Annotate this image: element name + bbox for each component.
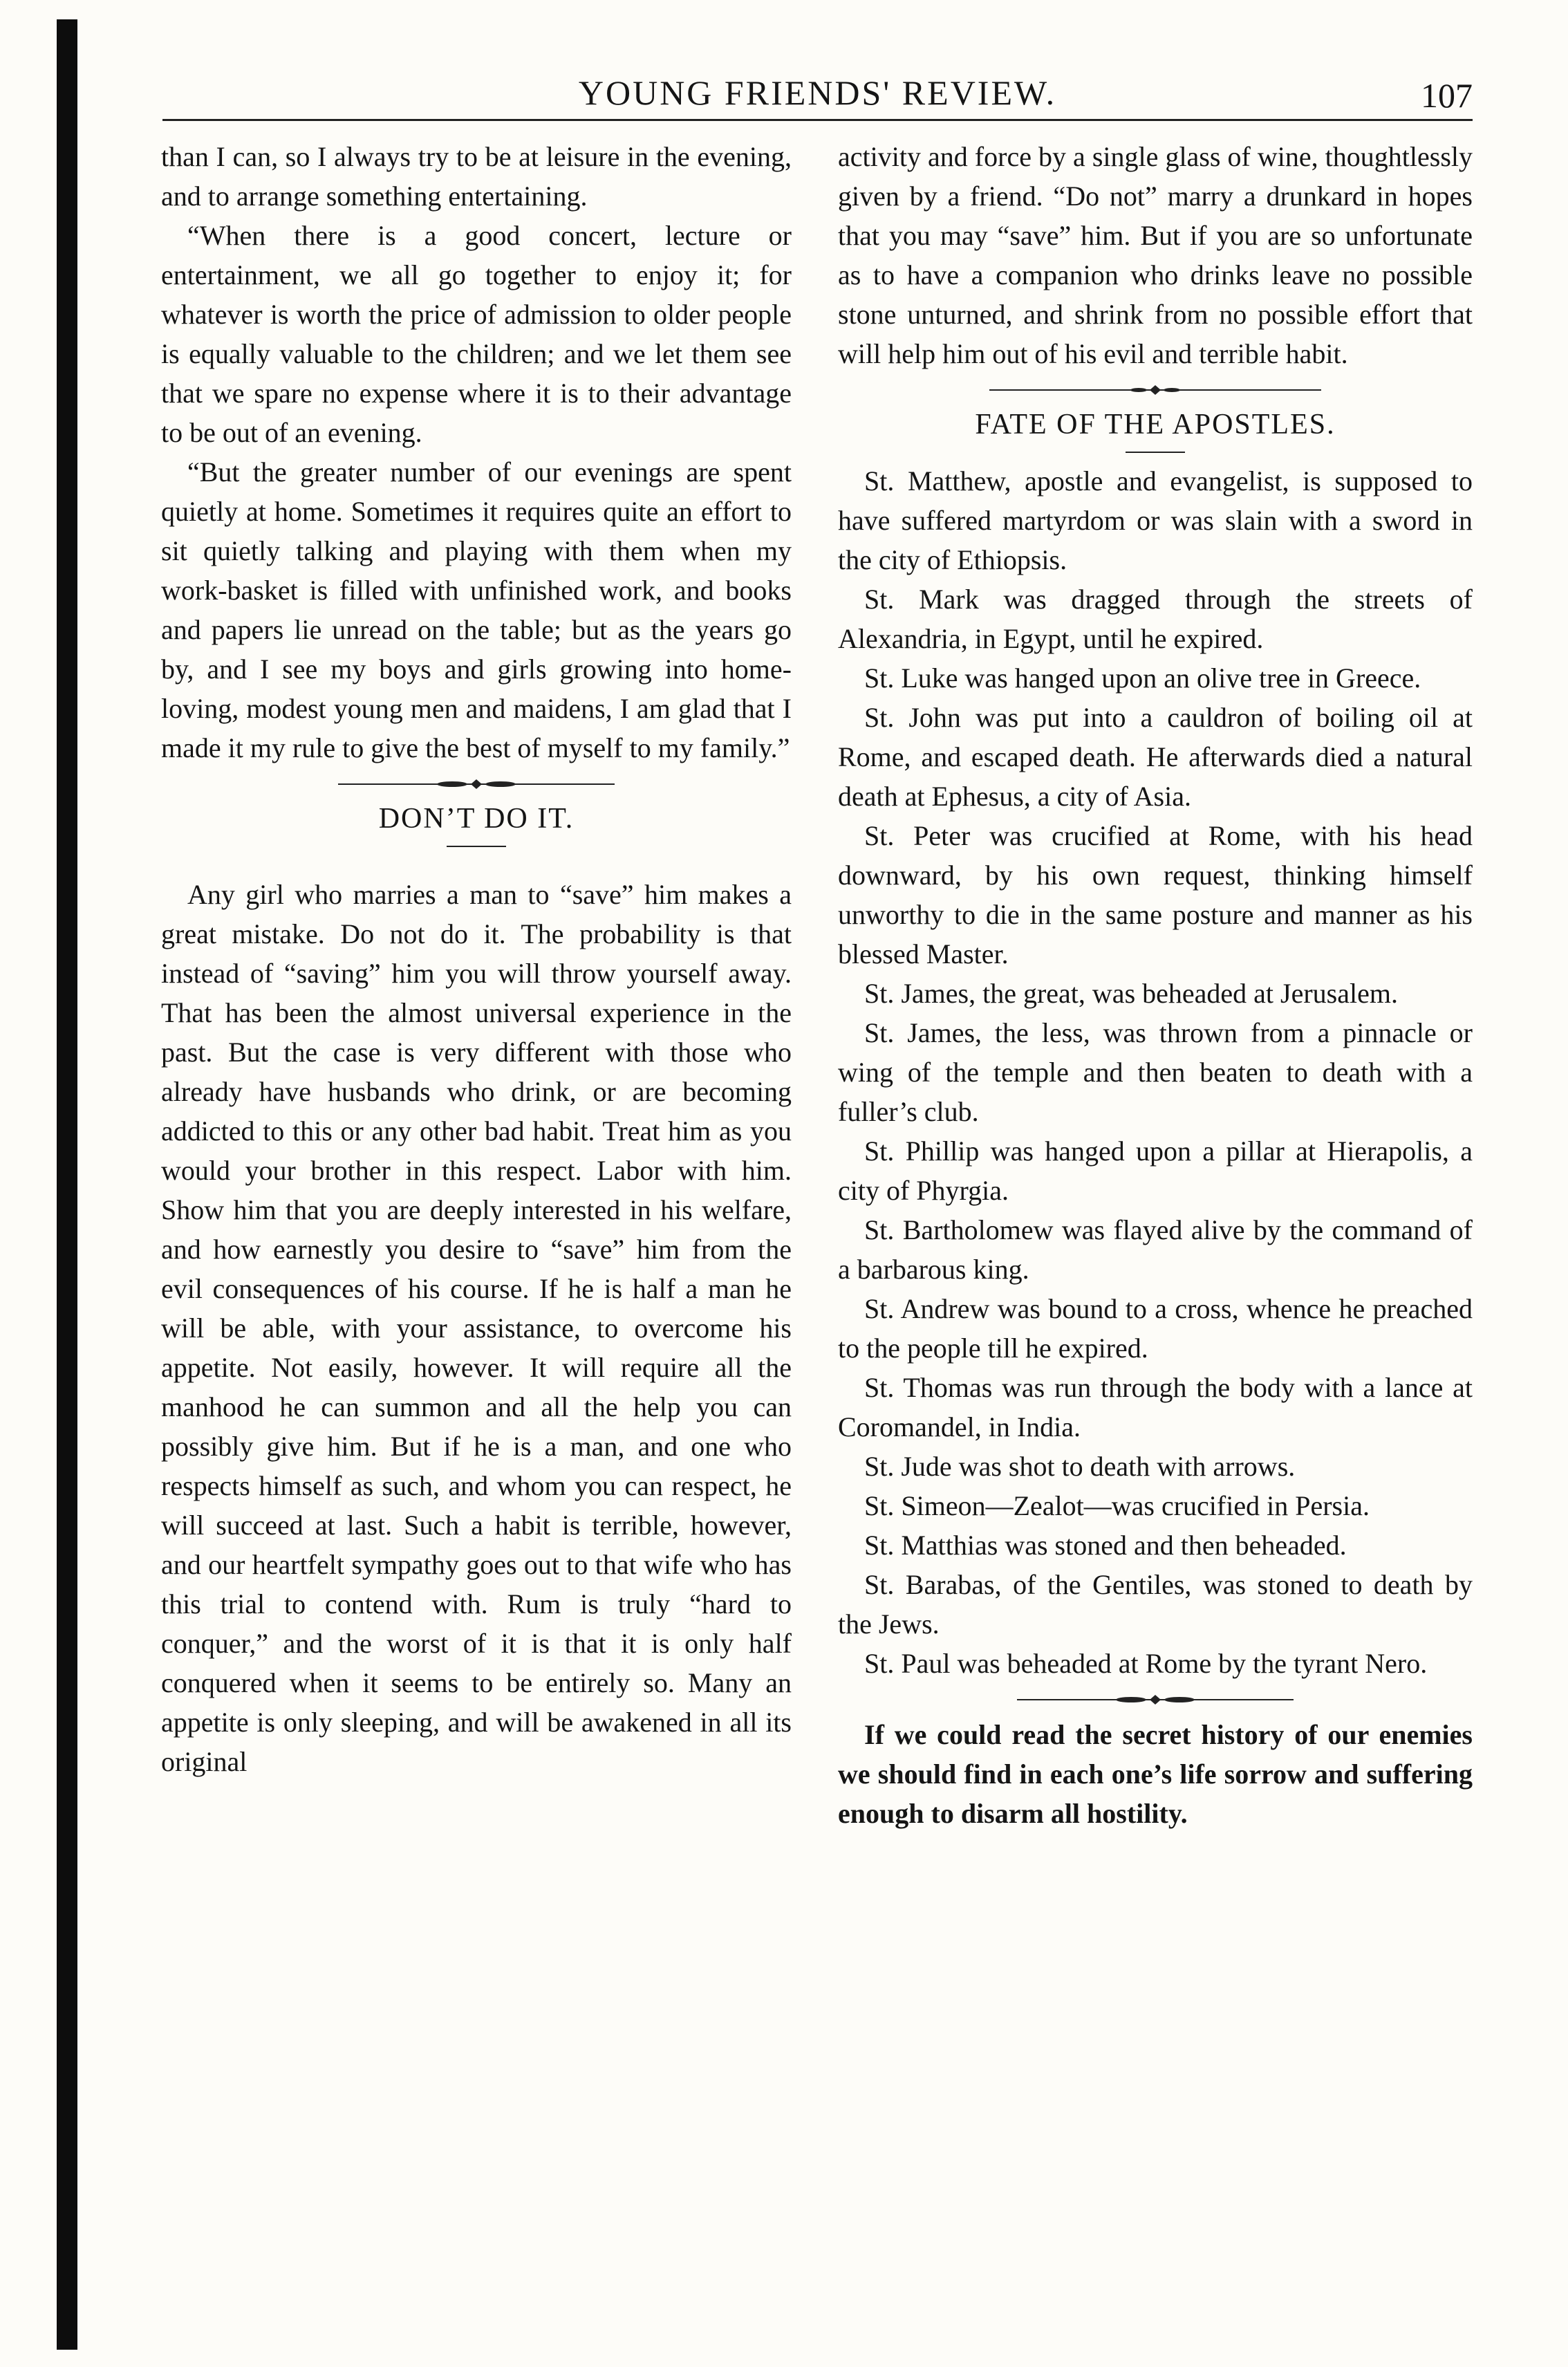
paragraph: than I can, so I always try to be at leisure in the evening, and to arrange something entertaining. [161,141,792,212]
apostle-entry: St. Matthew, apostle and evangelist, is supposed to have suffered martyrdom or was slain with a sword in the city of Ethiopsis. [838,465,1473,575]
heading-rule [447,846,506,847]
apostle-entry: St. John was put into a cauldron of boiling oil at Rome, and escaped death. He afterwards died a natural death at Ephesus, a city of Asia. [838,702,1473,812]
apostles-list [838,461,1473,1683]
running-header [162,73,1473,121]
apostle-entry: St. Matthias was stoned and then beheaded. [864,1530,1347,1561]
apostle-entry: St. Thomas was run through the body with a lance at Coromandel, in India. [838,1372,1473,1442]
paragraph: “But the greater number of our evenings are spent quietly at home. Sometimes it requires quite an effort to sit quietly talking and playing with them when my work-basket is filled with unfinished work, and books and papers lie unread on the table; but as the years go by, and I see my boys and girls growing into home-loving, modest young men and maidens, I am glad that I made it my rule to give the best of myself to my family.” [161,456,792,763]
apostle-entry: St. Bartholomew was flayed alive by the command of a barbarous king. [838,1214,1473,1285]
article-heading-dont-do-it: DON’T DO IT. [378,803,575,835]
apostle-entry: St. Simeon—Zealot—was crucified in Persia. [864,1490,1370,1521]
article-heading-fate-of-apostles: FATE OF THE APOSTLES. [975,409,1336,440]
apostle-entry: St. Paul was beheaded at Rome by the tyrant Nero. [864,1648,1428,1679]
left-column [161,137,792,1781]
article-body: Any girl who marries a man to “save” him makes a great mistake. Do not do it. The probability is that instead of “saving” him you will throw yourself away. That has been the almost universal experience in the past. But the case is very different with those who already have husbands who drink, or are becoming addicted to this or any other bad habit. Treat him as you would your brother in this respect. Labor with him. Show him that you are deeply interested in his welfare, and how earnestly you desire to “save” him from the evil consequences of his course. If he is half a man he will be able, with your assistance, to overcome his appetite. Not easily, however. It will require all the manhood he can summon and all the help you can possibly give him. But if he is a man, and one who respects himself as such, and whom you can respect, he will succeed at last. Such a habit is terrible, however, and our heartfelt sympathy goes out to that wife who has this trial to contend with. Rum is truly “hard to conquer,” and the worst of it is that it is only half conquered when it seems to be entirely so. Many an appetite is only sleeping, and will be awakened in all its original [161,879,792,1777]
apostle-entry: St. James, the great, was beheaded at Jerusalem. [864,978,1398,1009]
apostle-entry: St. Luke was hanged upon an olive tree in Greece. [864,662,1421,694]
heading-rule [1126,452,1185,453]
apostle-entry: St. Barabas, of the Gentiles, was stoned to death by the Jews. [838,1569,1473,1640]
page-binding-edge [57,19,77,2350]
paragraph: “When there is a good concert, lecture or entertainment, we all go together to enjoy it; for whatever is worth the price of admission to older people is equally valuable to the children; and we let them see that we spare no expense where it is to their advantage to be out of an evening. [161,220,792,448]
apostle-entry: St. Phillip was hanged upon a pillar at Hierapolis, a city of Phyrgia. [838,1135,1473,1206]
ornament-divider-icon [338,779,615,790]
apostle-entry: St. Jude was shot to death with arrows. [864,1451,1296,1482]
page-number: 107 [1421,76,1473,115]
apostle-entry: St. James, the less, was thrown from a pinnacle or wing of the temple and then beaten to death with a fuller’s club. [838,1017,1473,1127]
ornament-divider-icon [1017,1694,1294,1705]
apostle-entry: St. Peter was crucified at Rome, with his head downward, by his own request, thinking himself unworthy to die in the same posture and manner as his blessed Master. [838,820,1473,969]
ornament-divider-icon [989,384,1321,396]
header-rule [162,119,1473,121]
article-continuation: activity and force by a single glass of wine, thoughtlessly given by a friend. “Do not” marry a drunkard in hopes that you may “save” him. But if you are so unfortunate as to have a companion who drinks leave no possible stone unturned, and shrink from no possible effort that will help him out of his evil and terrible habit. [838,141,1473,369]
apostle-entry: St. Andrew was bound to a cross, whence he preached to the people till he expired. [838,1293,1473,1364]
closing-maxim: If we could read the secret history of our enemies we should find in each one’s life sorrow and suffering enough to disarm all hostility. [838,1719,1473,1829]
apostle-entry: St. Mark was dragged through the streets of Alexandria, in Egypt, until he expired. [838,584,1473,654]
journal-title: YOUNG FRIENDS' REVIEW. [578,73,1057,112]
right-column [838,137,1473,1833]
